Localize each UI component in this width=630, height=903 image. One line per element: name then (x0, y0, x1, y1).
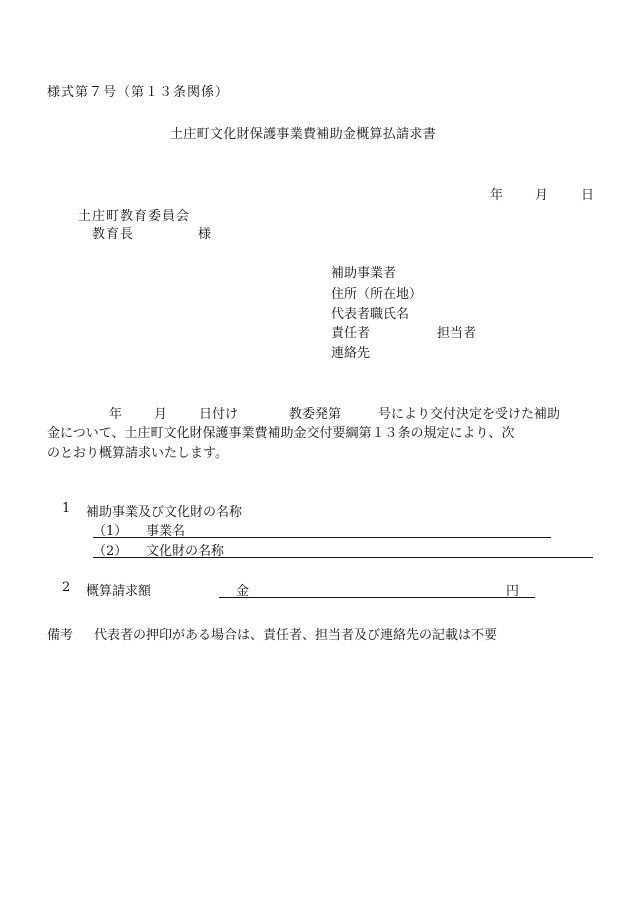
applicant-contact-person: 担当者 (437, 326, 477, 341)
note-label: 備考 (47, 628, 74, 643)
date-year: 年 (490, 188, 504, 203)
item-1-label: 補助事業及び文化財の名称 (86, 505, 243, 520)
recipient-honorific: 様 (198, 227, 212, 242)
body-dated: 日付け (199, 407, 239, 422)
form-number: 様式第７号（第１３条関係） (47, 85, 230, 100)
recipient-organization: 土庄町教育委員会 (78, 209, 191, 224)
body-line2: 金について、土庄町文化財保護事業費補助金交付要綱第１３条の規定により、次 (47, 426, 515, 441)
item-1-sub2-number: （2） (93, 544, 128, 559)
body-line1-rest: 号により交付決定を受けた補助 (378, 407, 561, 422)
applicant-label: 補助事業者 (331, 266, 397, 281)
date-month: 月 (535, 188, 549, 203)
amount-field[interactable] (219, 597, 535, 598)
project-name-field[interactable] (93, 537, 551, 538)
item-2-label: 概算請求額 (86, 584, 152, 599)
item-1-sub2-label: 文化財の名称 (146, 544, 225, 559)
body-year: 年 (109, 407, 123, 422)
applicant-representative: 代表者職氏名 (331, 307, 410, 322)
item-2-number: 2 (62, 580, 71, 595)
amount-unit: 円 (506, 584, 520, 599)
recipient-position: 教育長 (92, 227, 135, 242)
applicant-responsible: 責任者 (331, 326, 371, 341)
applicant-address: 住所（所在地） (331, 287, 423, 302)
document-title: 土庄町文化財保護事業費補助金概算払請求書 (170, 127, 437, 142)
body-month: 月 (154, 407, 168, 422)
body-line3: のとおり概算請求いたします。 (47, 446, 228, 461)
cultural-property-name-field[interactable] (93, 557, 593, 558)
body-reference: 教委発第 (289, 407, 342, 422)
amount-prefix: 金 (236, 584, 250, 599)
item-1-sub1-label: 事業名 (146, 524, 186, 539)
applicant-contact: 連絡先 (331, 346, 371, 361)
note-text: 代表者の押印がある場合は、責任者、担当者及び連絡先の記載は不要 (94, 628, 498, 643)
date-day: 日 (581, 188, 595, 203)
item-1-sub1-number: （1） (93, 524, 128, 539)
item-1-number: 1 (62, 501, 71, 516)
